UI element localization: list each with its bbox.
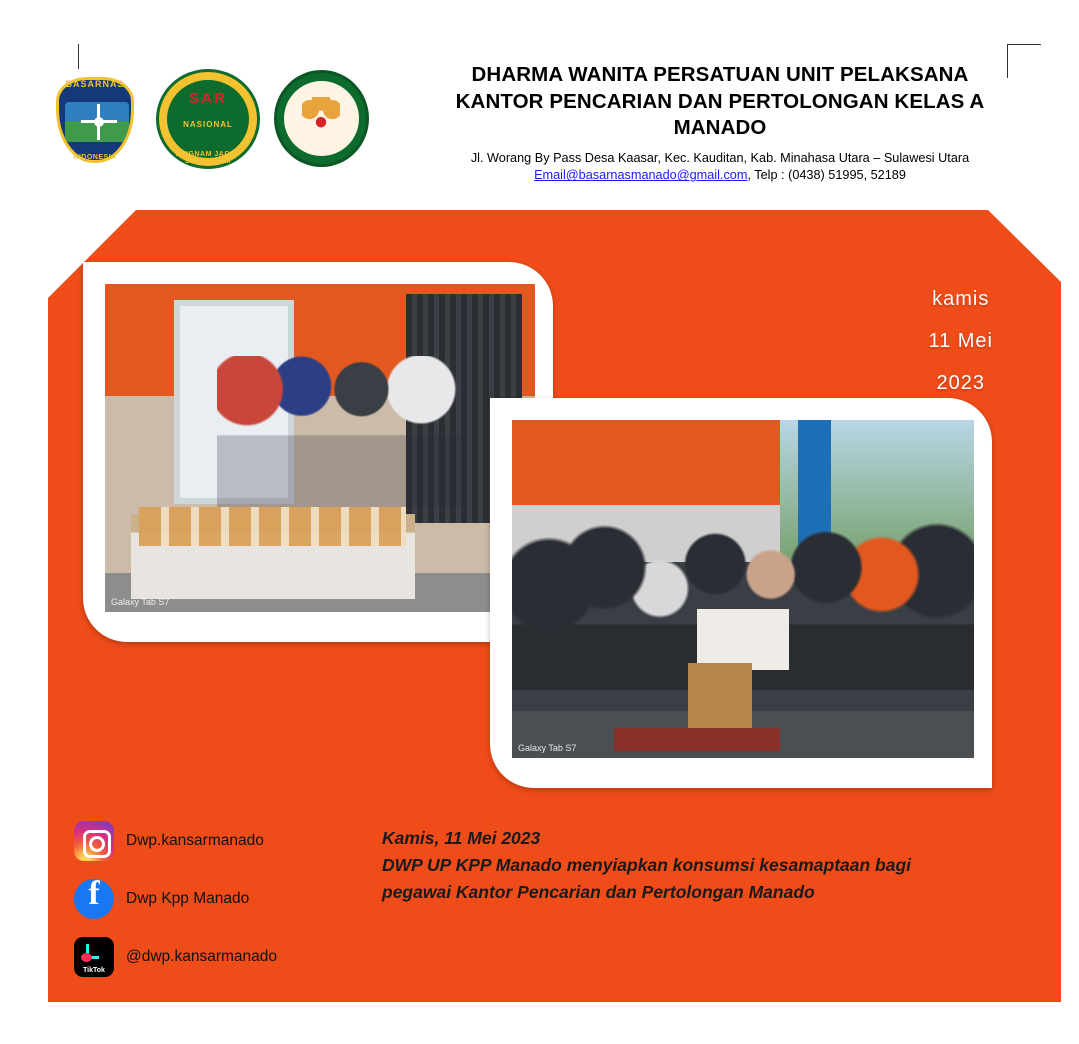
page-title-line-1: DHARMA WANITA PERSATUAN UNIT PELAKSANA <box>471 63 969 86</box>
basarnas-logo-top-text: BASARNAS <box>65 79 125 89</box>
photo2-watermark: Galaxy Tab S7 <box>518 743 577 753</box>
photo2-table <box>697 609 789 670</box>
sar-logo-motto-text: AVIGNAM JAGAT SAMAGRAM <box>175 151 241 165</box>
flower-icon <box>302 97 340 139</box>
header-phone: , Telp : (0438) 51995, 52189 <box>747 168 906 183</box>
header-address: Jl. Worang By Pass Desa Kaasar, Kec. Kauditan, Kab. Minahasa Utara – Sulawesi Utara <box>470 150 970 165</box>
caption-block <box>382 825 982 906</box>
logo-group <box>46 68 370 170</box>
photo2-carton-box <box>688 663 753 731</box>
page-title-line-3: MANADO <box>673 116 767 140</box>
social-item-facebook[interactable] <box>74 870 364 928</box>
social-item-tiktok[interactable] <box>74 928 364 986</box>
sar-logo-main-text: SAR <box>189 90 227 107</box>
social-label-tiktok: @dwp.kansarmanado <box>126 948 278 965</box>
tiktok-note-glyph <box>86 944 99 959</box>
social-label-instagram: Dwp.kansarmanado <box>126 832 264 849</box>
basarnas-logo-bottom-text: INDONESIA <box>73 154 117 161</box>
dharma-wanita-persatuan-logo <box>272 69 370 169</box>
photo-card-foto-bersama <box>490 398 992 788</box>
sar-nasional-logo <box>154 68 262 170</box>
photo2-floor-mat <box>614 728 780 752</box>
social-links <box>74 812 364 986</box>
instagram-icon[interactable] <box>74 821 114 861</box>
sar-logo-sub-text: NASIONAL <box>183 120 233 129</box>
date-day: kamis <box>932 288 990 310</box>
photo-card-konsumsi <box>83 262 553 642</box>
photo1-people <box>217 356 466 507</box>
basarnas-shield-icon <box>56 77 134 163</box>
header-email-link[interactable]: Email@basarnasmanado@gmail.com <box>534 168 748 183</box>
social-item-instagram[interactable] <box>74 812 364 870</box>
facebook-icon[interactable] <box>74 879 114 919</box>
basarnas-logo <box>46 69 144 169</box>
document-header <box>0 0 1079 205</box>
date-stack <box>928 278 993 404</box>
photo-foto-bersama-pegawai <box>512 420 974 758</box>
compass-icon <box>87 110 111 134</box>
date-year: 2023 <box>936 372 985 394</box>
caption-line-1: Kamis, 11 Mei 2023 <box>382 828 541 848</box>
header-contact-line <box>380 168 1060 182</box>
page-title <box>380 62 1060 142</box>
caption-line-3: pegawai Kantor Pencarian dan Pertolongan Manado <box>382 882 815 903</box>
social-label-facebook: Dwp Kpp Manado <box>126 890 250 907</box>
crop-mark-right-horizontal <box>1007 44 1041 45</box>
date-date: 11 Mei <box>928 330 993 352</box>
tiktok-icon[interactable] <box>74 937 114 977</box>
tiktok-badge-label: TikTok <box>83 967 105 974</box>
photo1-watermark: Galaxy Tab S7 <box>111 597 170 607</box>
header-text-block <box>380 62 1060 182</box>
photo1-food-boxes <box>139 507 406 546</box>
page-title-line-2: KANTOR PENCARIAN DAN PERTOLONGAN KELAS A <box>455 89 985 113</box>
photo-konsumsi-kesamaptaan <box>105 284 535 612</box>
caption-line-2: DWP UP KPP Manado menyiapkan konsumsi kesamaptaan bagi <box>382 855 912 876</box>
